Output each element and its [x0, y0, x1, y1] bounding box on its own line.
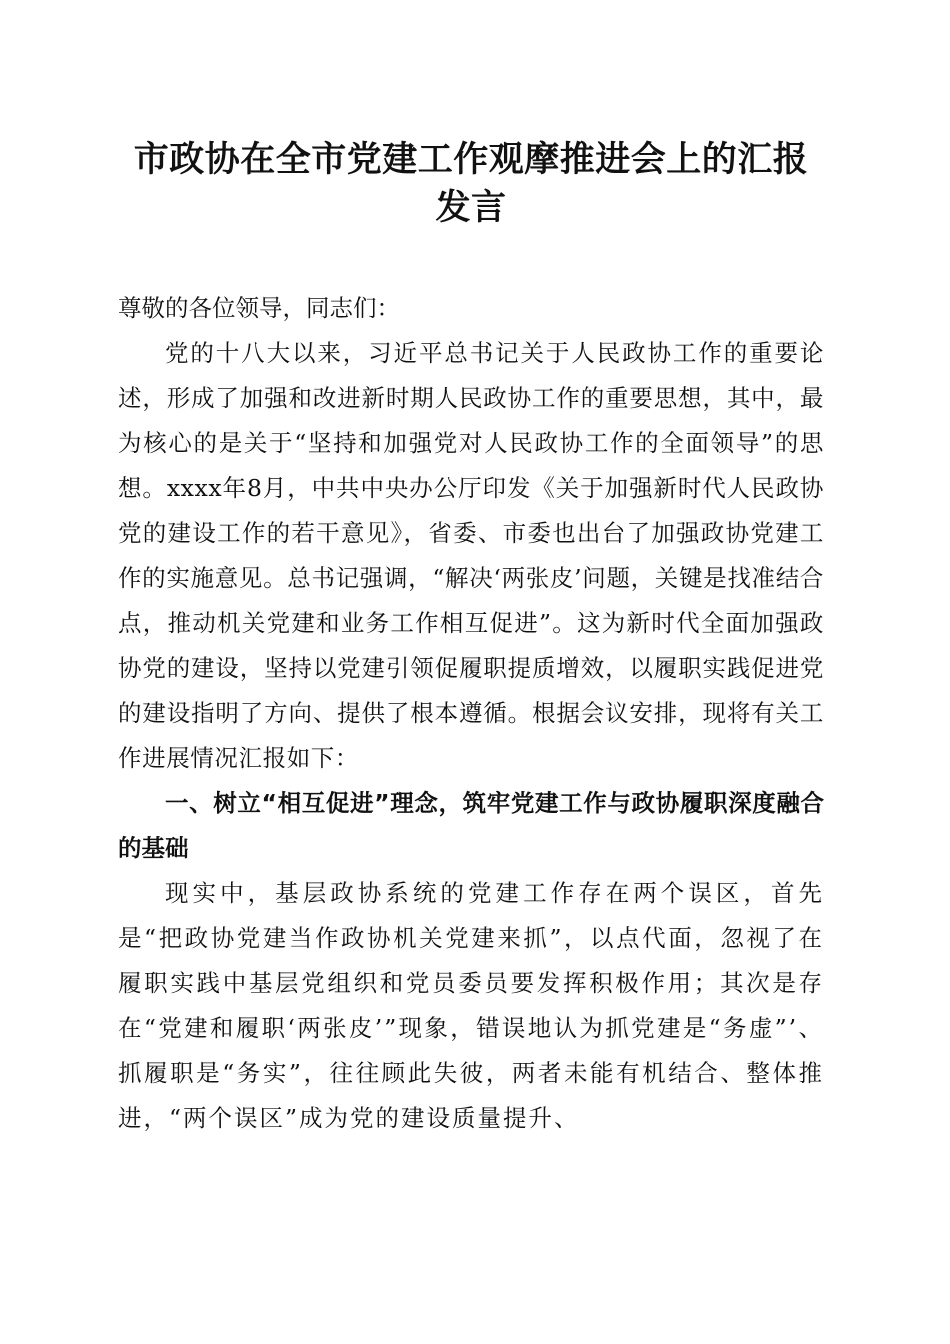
section-heading-1: 一、树立“相互促进”理念，筑牢党建工作与政协履职深度融合的基础 — [118, 789, 824, 862]
salutation: 尊敬的各位领导，同志们： — [118, 294, 400, 322]
document-title: 市政协在全市党建工作观摩推进会上的汇报发言 — [133, 139, 809, 228]
document-page — [118, 0, 824, 1141]
body-paragraph-1: 党的十八大以来，习近平总书记关于人民政协工作的重要论述，形成了加强和改进新时期人民政协工作的重要思想，其中，最为核心的是关于“坚持和加强党对人民政协工作的全面领导”的思想。xxxx年8月，中共中央办公厅印发《关于加强新时代人民政协党的建设工作的若干意见》，省委、市委也出台了加强政协党建工作的实施意见。总书记强调，“解决‘两张皮’问题，关键是找准结合点，推动机关党建和业务工作相互促进”。这为新时代全面加强政协党的建设，坚持以党建引领促履职提质增效，以履职实践促进党的建设指明了方向、提供了根本遵循。根据会议安排，现将有关工作进展情况汇报如下： — [118, 339, 824, 772]
body-paragraph-2: 现实中，基层政协系统的党建工作存在两个误区，首先是“把政协党建当作政协机关党建来抓”，以点代面，忽视了在履职实践中基层党组织和党员委员要发挥积极作用；其次是存在“党建和履职‘两张皮’”现象，错误地认为抓党建是“务虚”’、抓履职是“务实”，往往顾此失彼，两者未能有机结合、整体推进，“两个误区”成为党的建设质量提升、 — [118, 879, 824, 1132]
